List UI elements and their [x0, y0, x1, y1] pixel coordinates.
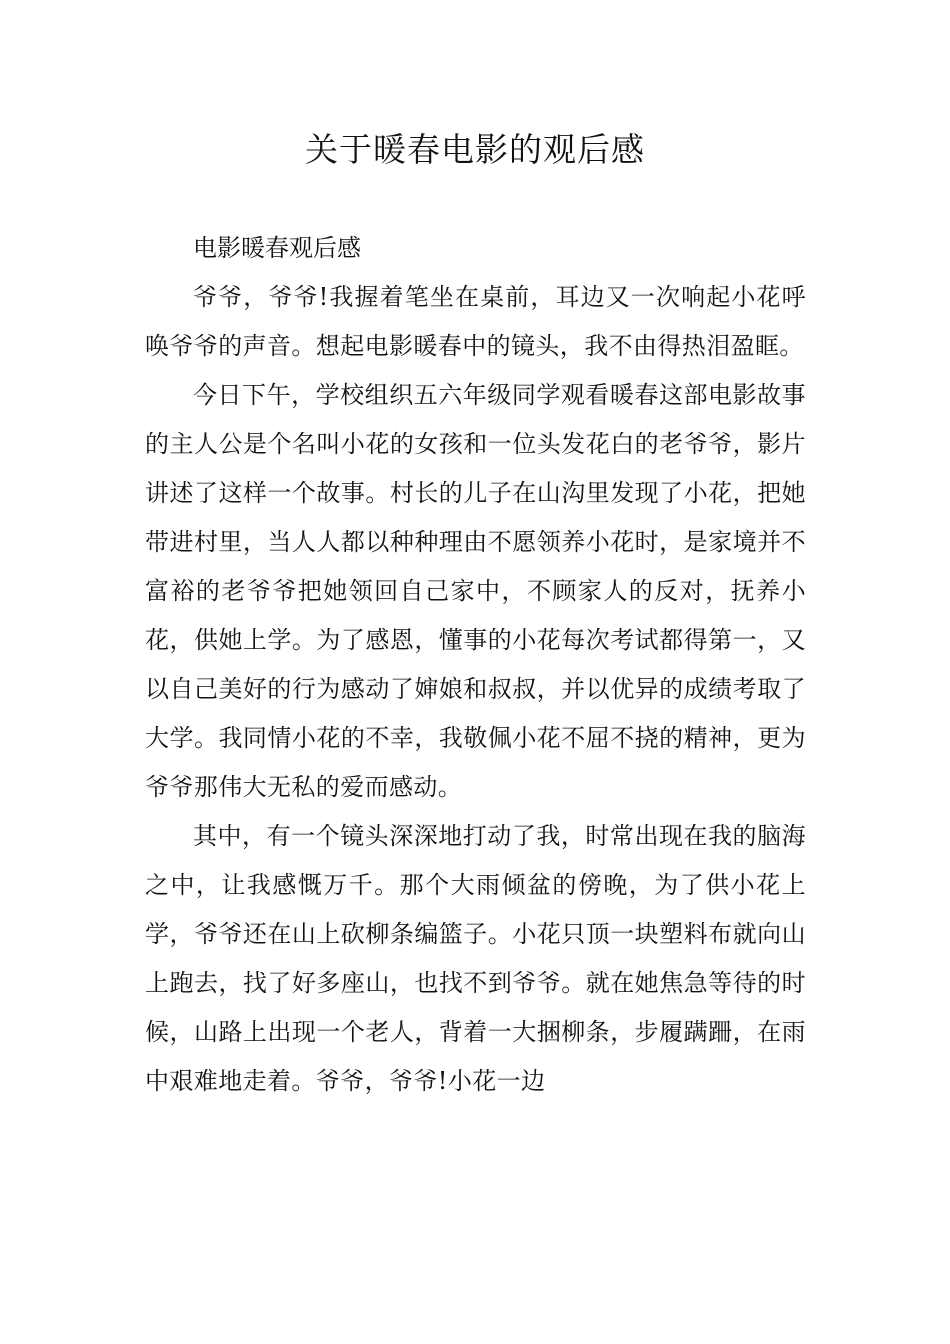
- paragraph-2: 今日下午，学校组织五六年级同学观看暖春这部电影故事的主人公是个名叫小花的女孩和一位头发花白的老爷爷，影片讲述了这样一个故事。村长的儿子在山沟里发现了小花，把她带进村里，当人人都以种种理由不愿领养小花时，是家境并不富裕的老爷爷把她领回自己家中，不顾家人的反对，抚养小花，供她上学。为了感恩，懂事的小花每次考试都得第一，又以自己美好的行为感动了婶娘和叔叔，并以优异的成绩考取了大学。我同情小花的不幸，我敬佩小花不屈不挠的精神，更为爷爷那伟大无私的爱而感动。: [145, 381, 806, 801]
- paragraph-1: 爷爷，爷爷!我握着笔坐在桌前，耳边又一次响起小花呼唤爷爷的声音。想起电影暖春中的镜头，我不由得热泪盈眶。: [145, 283, 806, 360]
- document-title: 关于暖春电影的观后感: [305, 130, 645, 169]
- paragraph-3: 其中，有一个镜头深深地打动了我，时常出现在我的脑海之中，让我感慨万千。那个大雨倾盆的傍晚，为了供小花上学，爷爷还在山上砍柳条编篮子。小花只顶一块塑料布就向山上跑去，找了好多座山，也找不到爷爷。就在她焦急等待的时候，山路上出现一个老人，背着一大捆柳条，步履蹒跚，在雨中艰难地走着。爷爷，爷爷!小花一边: [145, 822, 806, 1095]
- document-body: [145, 224, 806, 1106]
- section-subheading: 电影暖春观后感: [193, 234, 361, 262]
